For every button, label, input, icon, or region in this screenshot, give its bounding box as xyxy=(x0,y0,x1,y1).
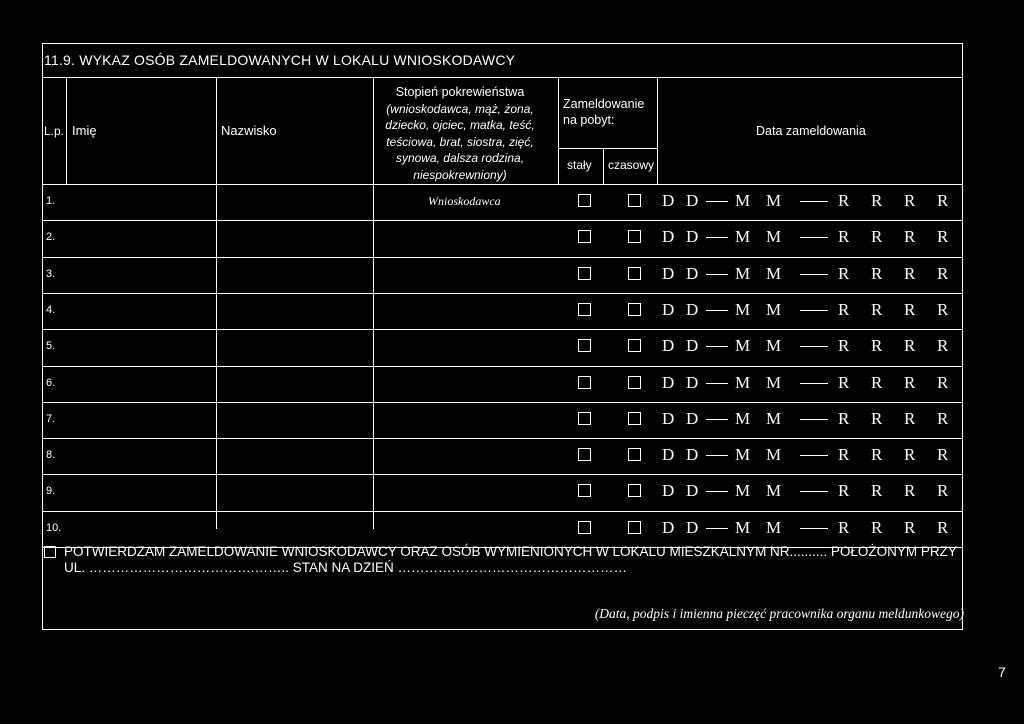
date-separator xyxy=(706,455,728,456)
date-separator xyxy=(706,346,728,347)
table-rule xyxy=(42,257,963,258)
header-registration-stay: na pobyt: xyxy=(563,113,615,127)
date-slot-r[interactable]: R xyxy=(904,373,916,392)
date-slot-r[interactable]: R xyxy=(871,445,883,464)
date-slot-r[interactable]: R xyxy=(937,481,949,500)
date-separator xyxy=(800,310,828,311)
table-rule xyxy=(42,184,963,185)
row-number: 1. xyxy=(46,195,56,207)
permanent-checkbox[interactable] xyxy=(578,194,591,207)
table-border xyxy=(42,43,963,44)
date-slot-r[interactable]: R xyxy=(937,191,949,210)
temporary-checkbox[interactable] xyxy=(628,303,641,316)
page-number: 7 xyxy=(998,664,1006,680)
temporary-checkbox[interactable] xyxy=(628,484,641,497)
date-separator xyxy=(800,237,828,238)
temporary-checkbox[interactable] xyxy=(628,339,641,352)
date-slot-m[interactable]: M xyxy=(735,300,751,319)
date-slot-r[interactable]: R xyxy=(838,227,850,246)
date-slot-r[interactable]: R xyxy=(871,518,883,537)
table-rule xyxy=(42,329,963,330)
temporary-checkbox[interactable] xyxy=(628,448,641,461)
date-slot-r[interactable]: R xyxy=(937,227,949,246)
temporary-checkbox[interactable] xyxy=(628,412,641,425)
date-slot-m[interactable]: M xyxy=(735,191,751,210)
date-separator xyxy=(706,491,728,492)
table-rule xyxy=(216,184,217,529)
date-separator xyxy=(706,528,728,529)
date-separator xyxy=(800,274,828,275)
table-rule xyxy=(66,77,67,184)
date-slot-m[interactable]: M xyxy=(766,300,782,319)
date-slot-r[interactable]: R xyxy=(871,264,883,283)
header-first-name: Imię xyxy=(72,123,97,138)
permanent-checkbox[interactable] xyxy=(578,339,591,352)
header-relation-line: (wnioskodawca, mąż, żona, xyxy=(386,101,534,116)
row-number: 8. xyxy=(46,449,56,461)
date-slot-r[interactable]: R xyxy=(871,227,883,246)
date-slot-d[interactable]: D xyxy=(662,518,675,537)
table-border xyxy=(42,43,43,630)
table-rule xyxy=(558,148,658,149)
section-title: 11.9. WYKAZ OSÓB ZAMELDOWANYCH W LOKALU WNIOSKODAWCY xyxy=(44,52,516,68)
row-number: 9. xyxy=(46,485,56,497)
date-slot-m[interactable]: M xyxy=(735,264,751,283)
header-relation-title: Stopień pokrewieństwa xyxy=(395,85,525,99)
row-number: 4. xyxy=(46,304,56,316)
temporary-checkbox[interactable] xyxy=(628,230,641,243)
date-slot-r[interactable]: R xyxy=(838,481,850,500)
date-slot-r[interactable]: R xyxy=(937,518,949,537)
date-slot-r[interactable]: R xyxy=(904,300,916,319)
table-rule xyxy=(42,474,963,475)
permanent-checkbox[interactable] xyxy=(578,521,591,534)
permanent-checkbox[interactable] xyxy=(578,484,591,497)
header-temporary: czasowy xyxy=(608,158,655,172)
date-slot-r[interactable]: R xyxy=(937,336,949,355)
date-slot-d[interactable]: D xyxy=(662,264,675,283)
temporary-checkbox[interactable] xyxy=(628,194,641,207)
table-rule xyxy=(42,220,963,221)
date-separator xyxy=(800,346,828,347)
date-slot-r[interactable]: R xyxy=(871,409,883,428)
header-relation-line: teściowa, brat, siostra, zięć, xyxy=(386,134,534,149)
date-slot-m[interactable]: M xyxy=(735,336,751,355)
date-slot-r[interactable]: R xyxy=(904,481,916,500)
date-slot-m[interactable]: M xyxy=(766,481,782,500)
row-number: 7. xyxy=(46,413,56,425)
date-slot-r[interactable]: R xyxy=(871,300,883,319)
date-separator xyxy=(706,237,728,238)
date-slot-d[interactable]: D xyxy=(662,191,675,210)
temporary-checkbox[interactable] xyxy=(628,267,641,280)
date-slot-r[interactable]: R xyxy=(838,409,850,428)
date-separator xyxy=(800,419,828,420)
date-slot-d[interactable]: D xyxy=(686,481,699,500)
date-slot-r[interactable]: R xyxy=(937,373,949,392)
permanent-checkbox[interactable] xyxy=(578,376,591,389)
confirmation-text: POTWIERDZAM ZAMELDOWANIE WNIOSKODAWCY ORAZ OSÓB WYMIENIONYCH W LOKALU MIESZKALNYM NR.......... POŁOŻONYM PRZY UL. ……………………………….…….. STAN NA DZIEŃ …………………………………………… xyxy=(64,544,957,575)
table-rule xyxy=(42,366,963,367)
date-slot-m[interactable]: M xyxy=(735,409,751,428)
date-slot-d[interactable]: D xyxy=(686,445,699,464)
date-slot-r[interactable]: R xyxy=(904,445,916,464)
header-permanent: stały xyxy=(567,158,592,172)
date-slot-r[interactable]: R xyxy=(871,481,883,500)
date-separator xyxy=(706,310,728,311)
date-slot-r[interactable]: R xyxy=(937,300,949,319)
date-separator xyxy=(800,201,828,202)
date-slot-d[interactable]: D xyxy=(686,264,699,283)
date-slot-d[interactable]: D xyxy=(686,336,699,355)
table-rule xyxy=(373,184,374,529)
table-border xyxy=(962,43,963,630)
date-slot-d[interactable]: D xyxy=(662,300,675,319)
date-slot-r[interactable]: R xyxy=(904,227,916,246)
date-slot-d[interactable]: D xyxy=(686,518,699,537)
permanent-checkbox[interactable] xyxy=(578,412,591,425)
date-slot-m[interactable]: M xyxy=(766,191,782,210)
permanent-checkbox[interactable] xyxy=(578,448,591,461)
date-separator xyxy=(800,528,828,529)
date-separator xyxy=(706,201,728,202)
date-slot-m[interactable]: M xyxy=(735,227,751,246)
date-slot-r[interactable]: R xyxy=(838,191,850,210)
date-slot-m[interactable]: M xyxy=(766,373,782,392)
date-slot-r[interactable]: R xyxy=(838,300,850,319)
date-slot-d[interactable]: D xyxy=(662,481,675,500)
date-separator xyxy=(800,491,828,492)
header-relation-line: niespokrewniony) xyxy=(413,167,507,182)
date-slot-r[interactable]: R xyxy=(937,409,949,428)
date-slot-m[interactable]: M xyxy=(735,373,751,392)
row-number: 10. xyxy=(46,522,62,534)
header-relation-line: synowa, dalsza rodzina, xyxy=(395,151,525,165)
temporary-checkbox[interactable] xyxy=(628,521,641,534)
date-slot-r[interactable]: R xyxy=(904,336,916,355)
table-rule xyxy=(42,438,963,439)
permanent-checkbox[interactable] xyxy=(578,230,591,243)
row-relation: Wnioskodawca xyxy=(428,194,501,208)
table-rule xyxy=(42,77,963,78)
header-relation xyxy=(370,84,550,183)
date-slot-d[interactable]: D xyxy=(662,409,675,428)
date-slot-d[interactable]: D xyxy=(662,445,675,464)
date-separator xyxy=(800,383,828,384)
table-rule xyxy=(216,77,217,184)
date-slot-m[interactable]: M xyxy=(735,481,751,500)
row-number: 5. xyxy=(46,340,56,352)
date-slot-d[interactable]: D xyxy=(662,336,675,355)
date-slot-r[interactable]: R xyxy=(937,445,949,464)
date-slot-r[interactable]: R xyxy=(838,336,850,355)
header-registration: Zameldowanie xyxy=(563,97,645,111)
date-slot-d[interactable]: D xyxy=(662,227,675,246)
table-rule xyxy=(42,293,963,294)
date-slot-m[interactable]: M xyxy=(766,227,782,246)
header-date: Data zameldowania xyxy=(756,124,866,138)
date-slot-m[interactable]: M xyxy=(766,445,782,464)
table-rule xyxy=(42,511,963,512)
date-slot-d[interactable]: D xyxy=(662,373,675,392)
table-border xyxy=(42,629,963,630)
header-surname: Nazwisko xyxy=(221,123,277,138)
date-slot-r[interactable]: R xyxy=(838,445,850,464)
table-rule xyxy=(657,77,658,184)
row-number: 3. xyxy=(46,268,56,280)
date-slot-m[interactable]: M xyxy=(766,409,782,428)
date-separator xyxy=(800,455,828,456)
date-slot-d[interactable]: D xyxy=(686,227,699,246)
date-separator xyxy=(706,419,728,420)
date-slot-d[interactable]: D xyxy=(686,300,699,319)
date-slot-r[interactable]: R xyxy=(838,518,850,537)
permanent-checkbox[interactable] xyxy=(578,303,591,316)
date-slot-r[interactable]: R xyxy=(904,518,916,537)
date-slot-r[interactable]: R xyxy=(904,264,916,283)
date-slot-r[interactable]: R xyxy=(871,373,883,392)
date-slot-r[interactable]: R xyxy=(838,373,850,392)
date-slot-r[interactable]: R xyxy=(838,264,850,283)
header-lp: L.p. xyxy=(44,124,65,138)
date-slot-d[interactable]: D xyxy=(686,409,699,428)
date-slot-d[interactable]: D xyxy=(686,191,699,210)
temporary-checkbox[interactable] xyxy=(628,376,641,389)
permanent-checkbox[interactable] xyxy=(578,267,591,280)
table-rule xyxy=(558,77,559,184)
date-slot-r[interactable]: R xyxy=(871,191,883,210)
date-slot-r[interactable]: R xyxy=(904,409,916,428)
date-separator xyxy=(706,383,728,384)
row-number: 6. xyxy=(46,377,56,389)
date-slot-m[interactable]: M xyxy=(766,264,782,283)
signature-note: (Data, podpis i imienna pieczęć pracownika organu meldunkowego) xyxy=(594,606,964,621)
date-slot-m[interactable]: M xyxy=(766,518,782,537)
date-slot-r[interactable]: R xyxy=(871,336,883,355)
header-relation-line: dziecko, ojciec, matka, teść, xyxy=(385,118,535,132)
confirmation-checkbox[interactable] xyxy=(44,546,56,558)
date-slot-m[interactable]: M xyxy=(735,445,751,464)
date-slot-r[interactable]: R xyxy=(937,264,949,283)
date-slot-r[interactable]: R xyxy=(904,191,916,210)
date-separator xyxy=(706,274,728,275)
date-slot-d[interactable]: D xyxy=(686,373,699,392)
date-slot-m[interactable]: M xyxy=(735,518,751,537)
table-rule xyxy=(603,148,604,184)
date-slot-m[interactable]: M xyxy=(766,336,782,355)
table-rule xyxy=(42,402,963,403)
row-number: 2. xyxy=(46,231,56,243)
